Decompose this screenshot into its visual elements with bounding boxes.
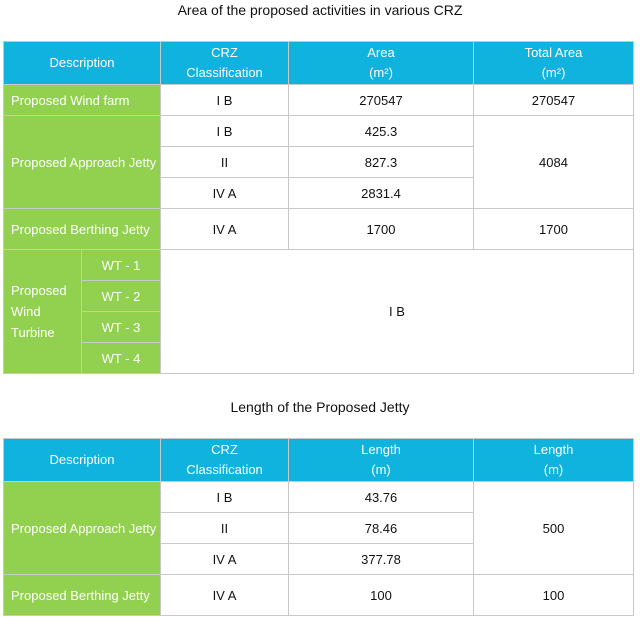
wind-farm-crz: I B — [161, 85, 289, 116]
approach-jetty-length: 377.78 — [289, 544, 474, 575]
table-row — [4, 209, 634, 250]
approach-jetty-total: 4084 — [474, 116, 634, 209]
header-crz-classification — [161, 439, 289, 482]
header-total-line2: (m²) — [541, 65, 566, 80]
approach-jetty-label: Proposed Approach Jetty — [4, 116, 161, 209]
approach-jetty-total-length: 500 — [474, 482, 634, 575]
wind-farm-total: 270547 — [474, 85, 634, 116]
approach-jetty-label: Proposed Approach Jetty — [4, 482, 161, 575]
header-total-length — [474, 439, 634, 482]
approach-jetty-length: 78.46 — [289, 513, 474, 544]
approach-jetty-crz: II — [161, 147, 289, 178]
berthing-jetty-total-length: 100 — [474, 575, 634, 616]
wind-turbine-item: WT - 3 — [82, 312, 161, 343]
approach-jetty-crz: I B — [161, 482, 289, 513]
header-total-line2: (m) — [543, 462, 564, 477]
approach-jetty-crz: I B — [161, 116, 289, 147]
table-row — [4, 575, 634, 616]
approach-jetty-length: 43.76 — [289, 482, 474, 513]
header-area-line1: Area — [367, 45, 395, 60]
approach-jetty-crz: IV A — [161, 178, 289, 209]
berthing-jetty-length: 100 — [289, 575, 474, 616]
header-description: Description — [4, 439, 161, 482]
wind-farm-area: 270547 — [289, 85, 474, 116]
area-table — [3, 41, 634, 374]
wind-farm-label: Proposed Wind farm — [4, 85, 161, 116]
wind-turbine-item: WT - 1 — [82, 250, 161, 281]
table-row — [4, 482, 634, 513]
length-table-header-row — [4, 439, 634, 482]
header-total-line1: Length — [533, 442, 574, 457]
header-area-line2: (m²) — [369, 65, 393, 80]
header-crz-line1: CRZ — [211, 442, 238, 457]
table-row — [4, 250, 634, 281]
berthing-jetty-total: 1700 — [474, 209, 634, 250]
header-description: Description — [4, 42, 161, 85]
header-length-line2: (m) — [371, 462, 391, 477]
berthing-jetty-crz: IV A — [161, 575, 289, 616]
approach-jetty-crz: IV A — [161, 544, 289, 575]
area-table-header-row — [4, 42, 634, 85]
berthing-jetty-crz: IV A — [161, 209, 289, 250]
header-crz-classification — [161, 42, 289, 85]
wind-turbine-item: WT - 2 — [82, 281, 161, 312]
length-table-title: Length of the Proposed Jetty — [230, 399, 410, 415]
approach-jetty-area: 827.3 — [289, 147, 474, 178]
area-table-title: Area of the proposed activities in various CRZ — [177, 2, 463, 18]
table-row — [4, 85, 634, 116]
wind-turbine-item: WT - 4 — [82, 343, 161, 374]
header-length — [289, 439, 474, 482]
wind-turbine-label: Proposed Wind Turbine — [4, 250, 82, 374]
approach-jetty-area: 425.3 — [289, 116, 474, 147]
header-crz-line1: CRZ — [211, 45, 238, 60]
header-crz-line2: Classification — [186, 462, 263, 477]
wind-turbine-crz: I B — [161, 250, 634, 374]
table-row — [4, 116, 634, 147]
approach-jetty-area: 2831.4 — [289, 178, 474, 209]
berthing-jetty-label: Proposed Berthing Jetty — [4, 575, 161, 616]
berthing-jetty-label: Proposed Berthing Jetty — [4, 209, 161, 250]
berthing-jetty-area: 1700 — [289, 209, 474, 250]
header-total-line1: Total Area — [524, 45, 583, 60]
header-crz-line2: Classification — [186, 65, 263, 80]
length-table — [3, 438, 634, 616]
approach-jetty-crz: II — [161, 513, 289, 544]
header-length-line1: Length — [361, 442, 401, 457]
header-area — [289, 42, 474, 85]
header-total-area — [474, 42, 634, 85]
